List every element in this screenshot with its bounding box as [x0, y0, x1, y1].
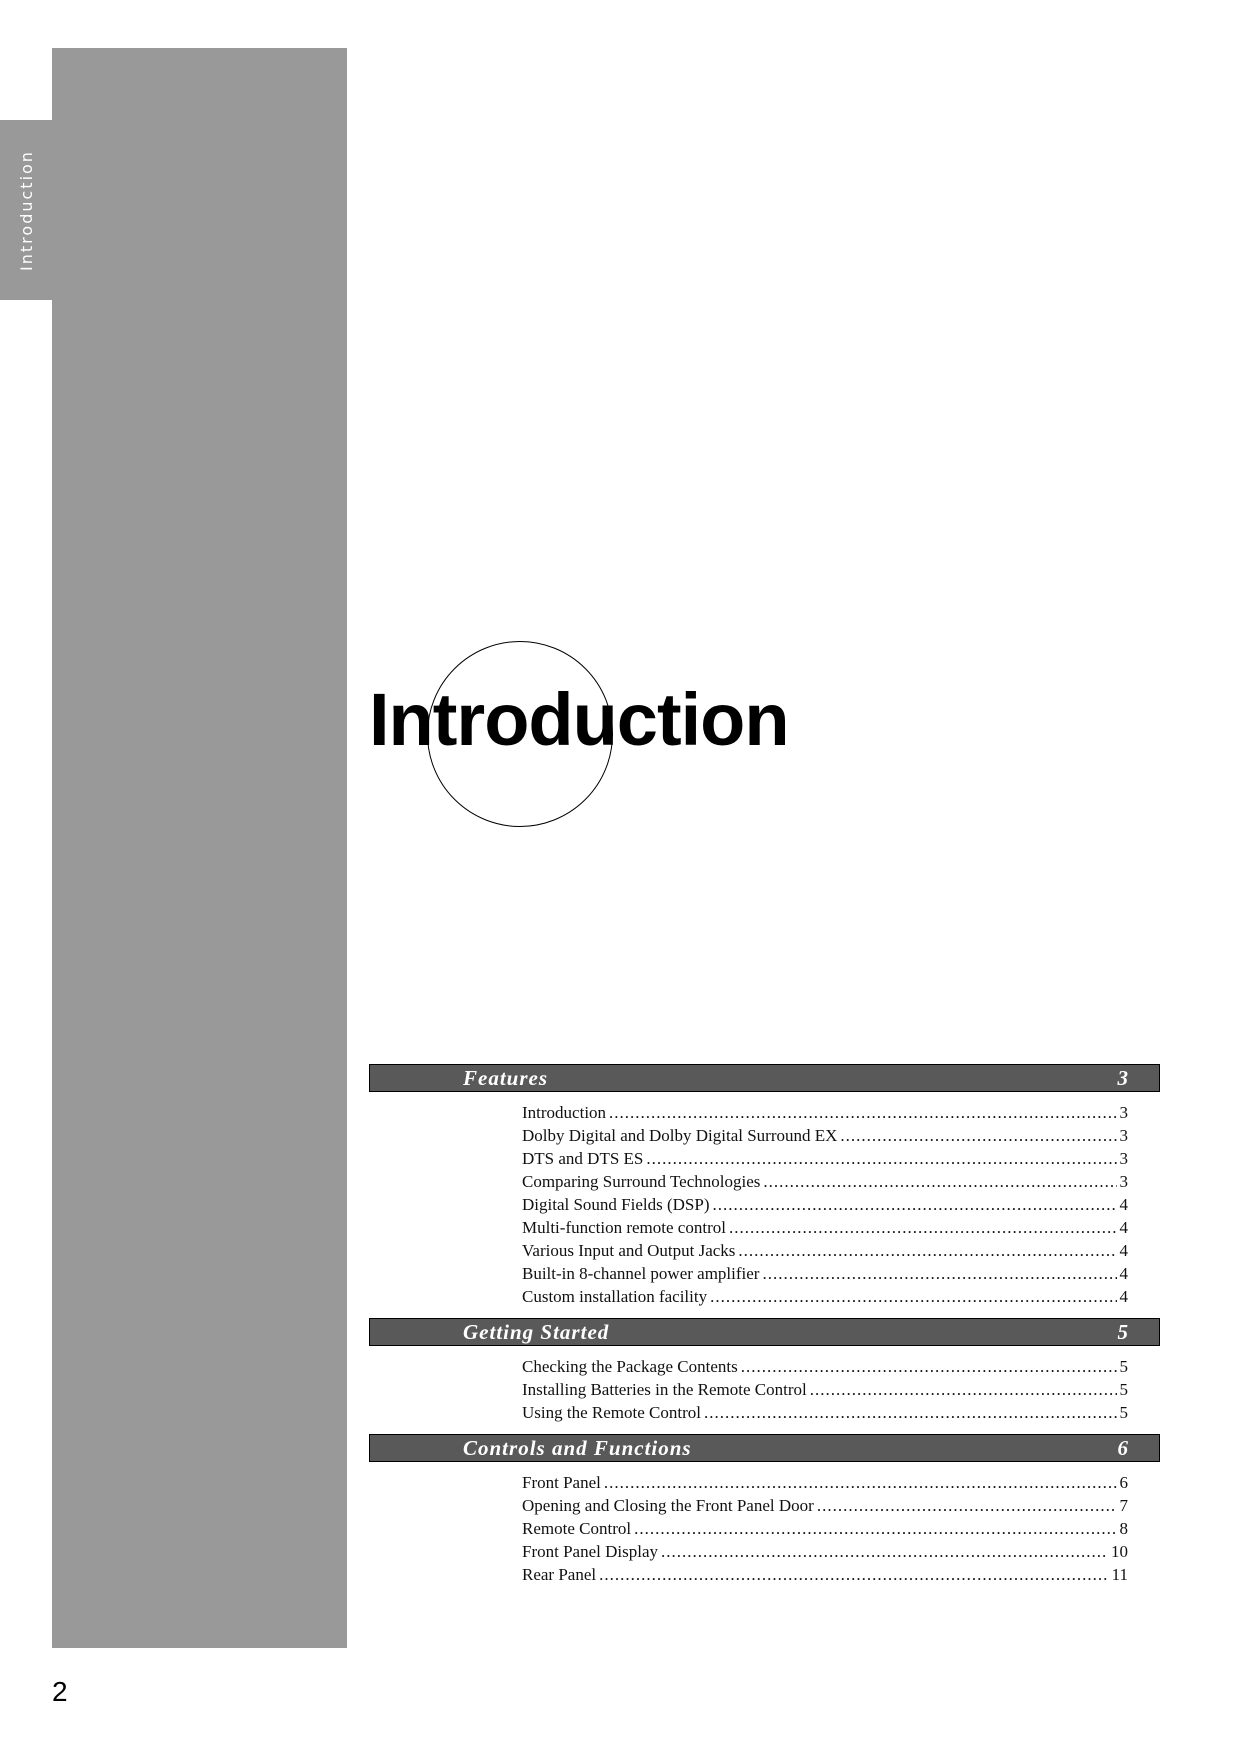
toc-entry-label: Comparing Surround Technologies [522, 1172, 761, 1191]
toc-entry[interactable] [522, 1494, 1128, 1517]
toc-entry-label: Digital Sound Fields (DSP) [522, 1195, 710, 1214]
toc-entry-page: 4 [1119, 1218, 1128, 1237]
section-page: 3 [1117, 1065, 1129, 1090]
toc-entry[interactable] [522, 1216, 1128, 1239]
gray-column [52, 48, 347, 1648]
toc-entry-page: 7 [1119, 1496, 1128, 1515]
dot-leader [840, 1124, 1116, 1147]
side-tab-label-wrap [0, 120, 52, 300]
toc-entry-label: Various Input and Output Jacks [522, 1241, 736, 1260]
toc-entry-label: Custom installation facility [522, 1287, 708, 1306]
toc-entry-page: 4 [1119, 1287, 1128, 1306]
toc-entry-label: Remote Control [522, 1519, 632, 1538]
dot-leader [604, 1471, 1117, 1494]
toc-entry-page: 5 [1119, 1380, 1128, 1399]
dot-leader [729, 1216, 1117, 1239]
toc-entry[interactable] [522, 1401, 1128, 1424]
toc-entry[interactable] [522, 1193, 1128, 1216]
toc-section-controls-and-functions [369, 1434, 1160, 1586]
toc-entry-page: 4 [1119, 1264, 1128, 1283]
toc-entry[interactable] [522, 1563, 1128, 1586]
dot-leader [738, 1239, 1116, 1262]
section-header [369, 1064, 1160, 1092]
toc-entry-list [522, 1471, 1128, 1586]
toc-entry[interactable] [522, 1239, 1128, 1262]
dot-leader [713, 1193, 1117, 1216]
toc-entry[interactable] [522, 1285, 1128, 1308]
toc-entry[interactable] [522, 1170, 1128, 1193]
toc-entry-label: Opening and Closing the Front Panel Door [522, 1496, 814, 1515]
toc-entry-label: Rear Panel [522, 1565, 597, 1584]
toc-section-features [369, 1064, 1160, 1308]
toc-entry[interactable] [522, 1101, 1128, 1124]
dot-leader [646, 1147, 1116, 1170]
toc-entry-page: 4 [1119, 1241, 1128, 1260]
section-page: 5 [1117, 1319, 1129, 1344]
toc-entry-page: 4 [1119, 1195, 1128, 1214]
section-header [369, 1434, 1160, 1462]
dot-leader [599, 1563, 1109, 1586]
dot-leader [763, 1170, 1116, 1193]
toc-entry-label: Introduction [522, 1103, 607, 1122]
toc-entry-page: 5 [1119, 1403, 1128, 1422]
section-title: Getting Started [463, 1319, 610, 1344]
toc-entry-label: Front Panel [522, 1473, 601, 1492]
toc-entry-label: Built-in 8-channel power amplifier [522, 1264, 760, 1283]
toc-entry[interactable] [522, 1540, 1128, 1563]
toc-entry[interactable] [522, 1124, 1128, 1147]
dot-leader [609, 1101, 1116, 1124]
toc-entry[interactable] [522, 1378, 1128, 1401]
dot-leader [762, 1262, 1116, 1285]
toc-entry-page: 5 [1119, 1357, 1128, 1376]
toc-entry-label: Dolby Digital and Dolby Digital Surround EX [522, 1126, 838, 1145]
toc-entry-page: 3 [1119, 1172, 1128, 1191]
side-tab-label: Introduction [16, 149, 36, 271]
toc-entry[interactable] [522, 1517, 1128, 1540]
section-title: Features [463, 1065, 549, 1090]
toc-entry-label: Installing Batteries in the Remote Control [522, 1380, 807, 1399]
section-header [369, 1318, 1160, 1346]
toc-entry[interactable] [522, 1147, 1128, 1170]
dot-leader [661, 1540, 1108, 1563]
dot-leader [810, 1378, 1117, 1401]
toc-entry-page: 10 [1111, 1542, 1128, 1561]
dot-leader [741, 1355, 1117, 1378]
toc-entry-label: Front Panel Display [522, 1542, 658, 1561]
toc-entry-label: Checking the Package Contents [522, 1357, 738, 1376]
toc-entry[interactable] [522, 1355, 1128, 1378]
toc-entry-label: Multi-function remote control [522, 1218, 726, 1237]
toc-entry-page: 3 [1119, 1126, 1128, 1145]
toc-entry[interactable] [522, 1471, 1128, 1494]
toc-entry-label: DTS and DTS ES [522, 1149, 644, 1168]
toc-entry-label: Using the Remote Control [522, 1403, 701, 1422]
section-title: Controls and Functions [463, 1435, 692, 1460]
toc-entry-page: 8 [1119, 1519, 1128, 1538]
dot-leader [634, 1517, 1116, 1540]
toc-entry-page: 3 [1119, 1149, 1128, 1168]
dot-leader [817, 1494, 1117, 1517]
toc-entry-page: 11 [1111, 1565, 1128, 1584]
toc-entry-page: 3 [1119, 1103, 1128, 1122]
toc-entry-list [522, 1355, 1128, 1424]
toc-entry-page: 6 [1119, 1473, 1128, 1492]
dot-leader [704, 1401, 1117, 1424]
toc-entry[interactable] [522, 1262, 1128, 1285]
toc-section-getting-started [369, 1318, 1160, 1424]
section-page: 6 [1117, 1435, 1129, 1460]
chapter-title: Introduction [369, 678, 789, 761]
dot-leader [710, 1285, 1116, 1308]
page-number: 2 [52, 1676, 68, 1707]
table-of-contents [369, 1064, 1160, 1596]
toc-entry-list [522, 1101, 1128, 1308]
